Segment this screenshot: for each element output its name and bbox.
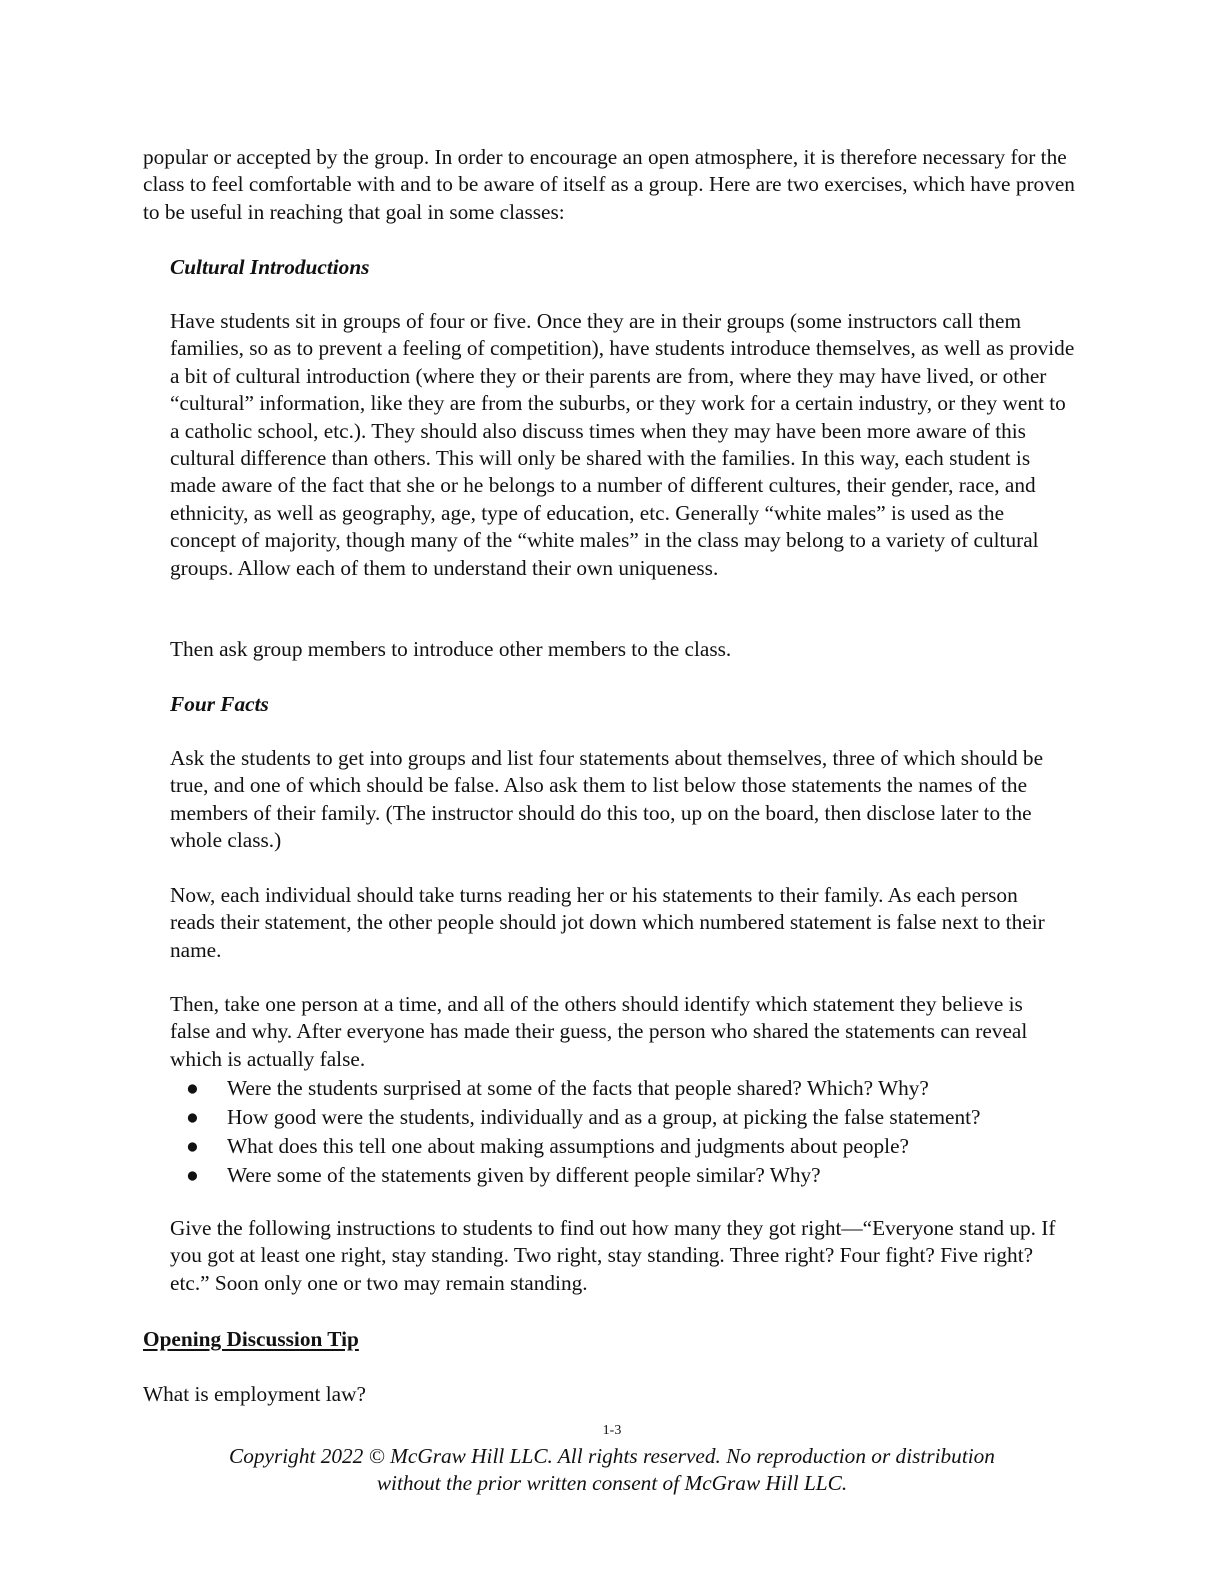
four-facts-heading: Four Facts (170, 692, 269, 716)
bullet-icon: ● (186, 1076, 199, 1100)
bullet-icon: ● (186, 1105, 199, 1130)
copyright-footer (0, 1443, 1224, 1498)
cultural-introductions-heading: Cultural Introductions (170, 255, 370, 279)
four-facts-paragraph-1: Ask the students to get into groups and list four statements about themselves, three of which should be true, and one of which should be false. Also ask them to list below those statements the names of the members of their family. (The instructor should do this too, up on the board, then disclose later to the whole class.) (170, 746, 1044, 853)
bullet-icon: ● (186, 1163, 199, 1188)
intro-paragraph: popular or accepted by the group. In order to encourage an open atmosphere, it is therefore necessary for the class to feel comfortable with and to be aware of itself as a group. Here are two exercises, which have proven to be useful in reaching that goal in some classes: (143, 145, 1075, 224)
page-number: 1-3 (602, 1423, 622, 1438)
copyright-line-1: Copyright 2022 © McGraw Hill LLC. All rights reserved. No reproduction or distribution (229, 1444, 995, 1468)
copyright-line-2: without the prior written consent of McGraw Hill LLC. (376, 1471, 848, 1496)
list-item: ● Were some of the statements given by different people similar? Why? (170, 1162, 1080, 1191)
four-facts-paragraph-2: Now, each individual should take turns reading her or his statements to their family. As each person reads their statement, the other people should jot down which numbered statement is false next to their name. (170, 883, 1045, 962)
four-facts-paragraph-3: Then, take one person at a time, and all of the others should identify which statement they believe is false and why. After everyone has made their guess, the person who shared the statements can reveal which is actually false. (170, 992, 1028, 1071)
cultural-introductions-followup: Then ask group members to introduce other members to the class. (170, 637, 732, 661)
bullet-icon: ● (186, 1134, 199, 1159)
opening-discussion-question: What is employment law? (143, 1382, 366, 1406)
list-item: ● What does this tell one about making assumptions and judgments about people? (170, 1133, 1080, 1162)
list-item: ● Were the students surprised at some of the facts that people shared? Which? Why? (170, 1075, 1080, 1104)
cultural-introductions-paragraph: Have students sit in groups of four or five. Once they are in their groups (some instructors call them families, so as to prevent a feeling of competition), have students introduce themselves, as well as provide a bit of cultural introduction (where they or their parents are from, where they may have lived, or other “cultural” information, like they are from the suburbs, or they work for a certain industry, or they went to a catholic school, etc.). They should also discuss times when they may have been more aware of this cultural difference than others. This will only be shared with the families. In this way, each student is made aware of the fact that she or he belongs to a number of different cultures, their gender, race, and ethnicity, as well as geography, age, type of education, etc. Generally “white males” is used as the concept of majority, though many of the “white males” in the class may belong to a variety of cultural groups. Allow each of them to understand their own uniqueness. (170, 309, 1075, 580)
opening-discussion-heading: Opening Discussion Tip (143, 1327, 359, 1351)
four-facts-paragraph-4: Give the following instructions to students to find out how many they got right—“Everyone stand up. If you got at least one right, stay standing. Two right, stay standing. Three right? Four fight? Five right? etc.” Soon only one or two may remain standing. (170, 1216, 1056, 1295)
discussion-questions-list (170, 1075, 1080, 1191)
list-item: ● How good were the students, individually and as a group, at picking the false statement? (170, 1104, 1080, 1133)
